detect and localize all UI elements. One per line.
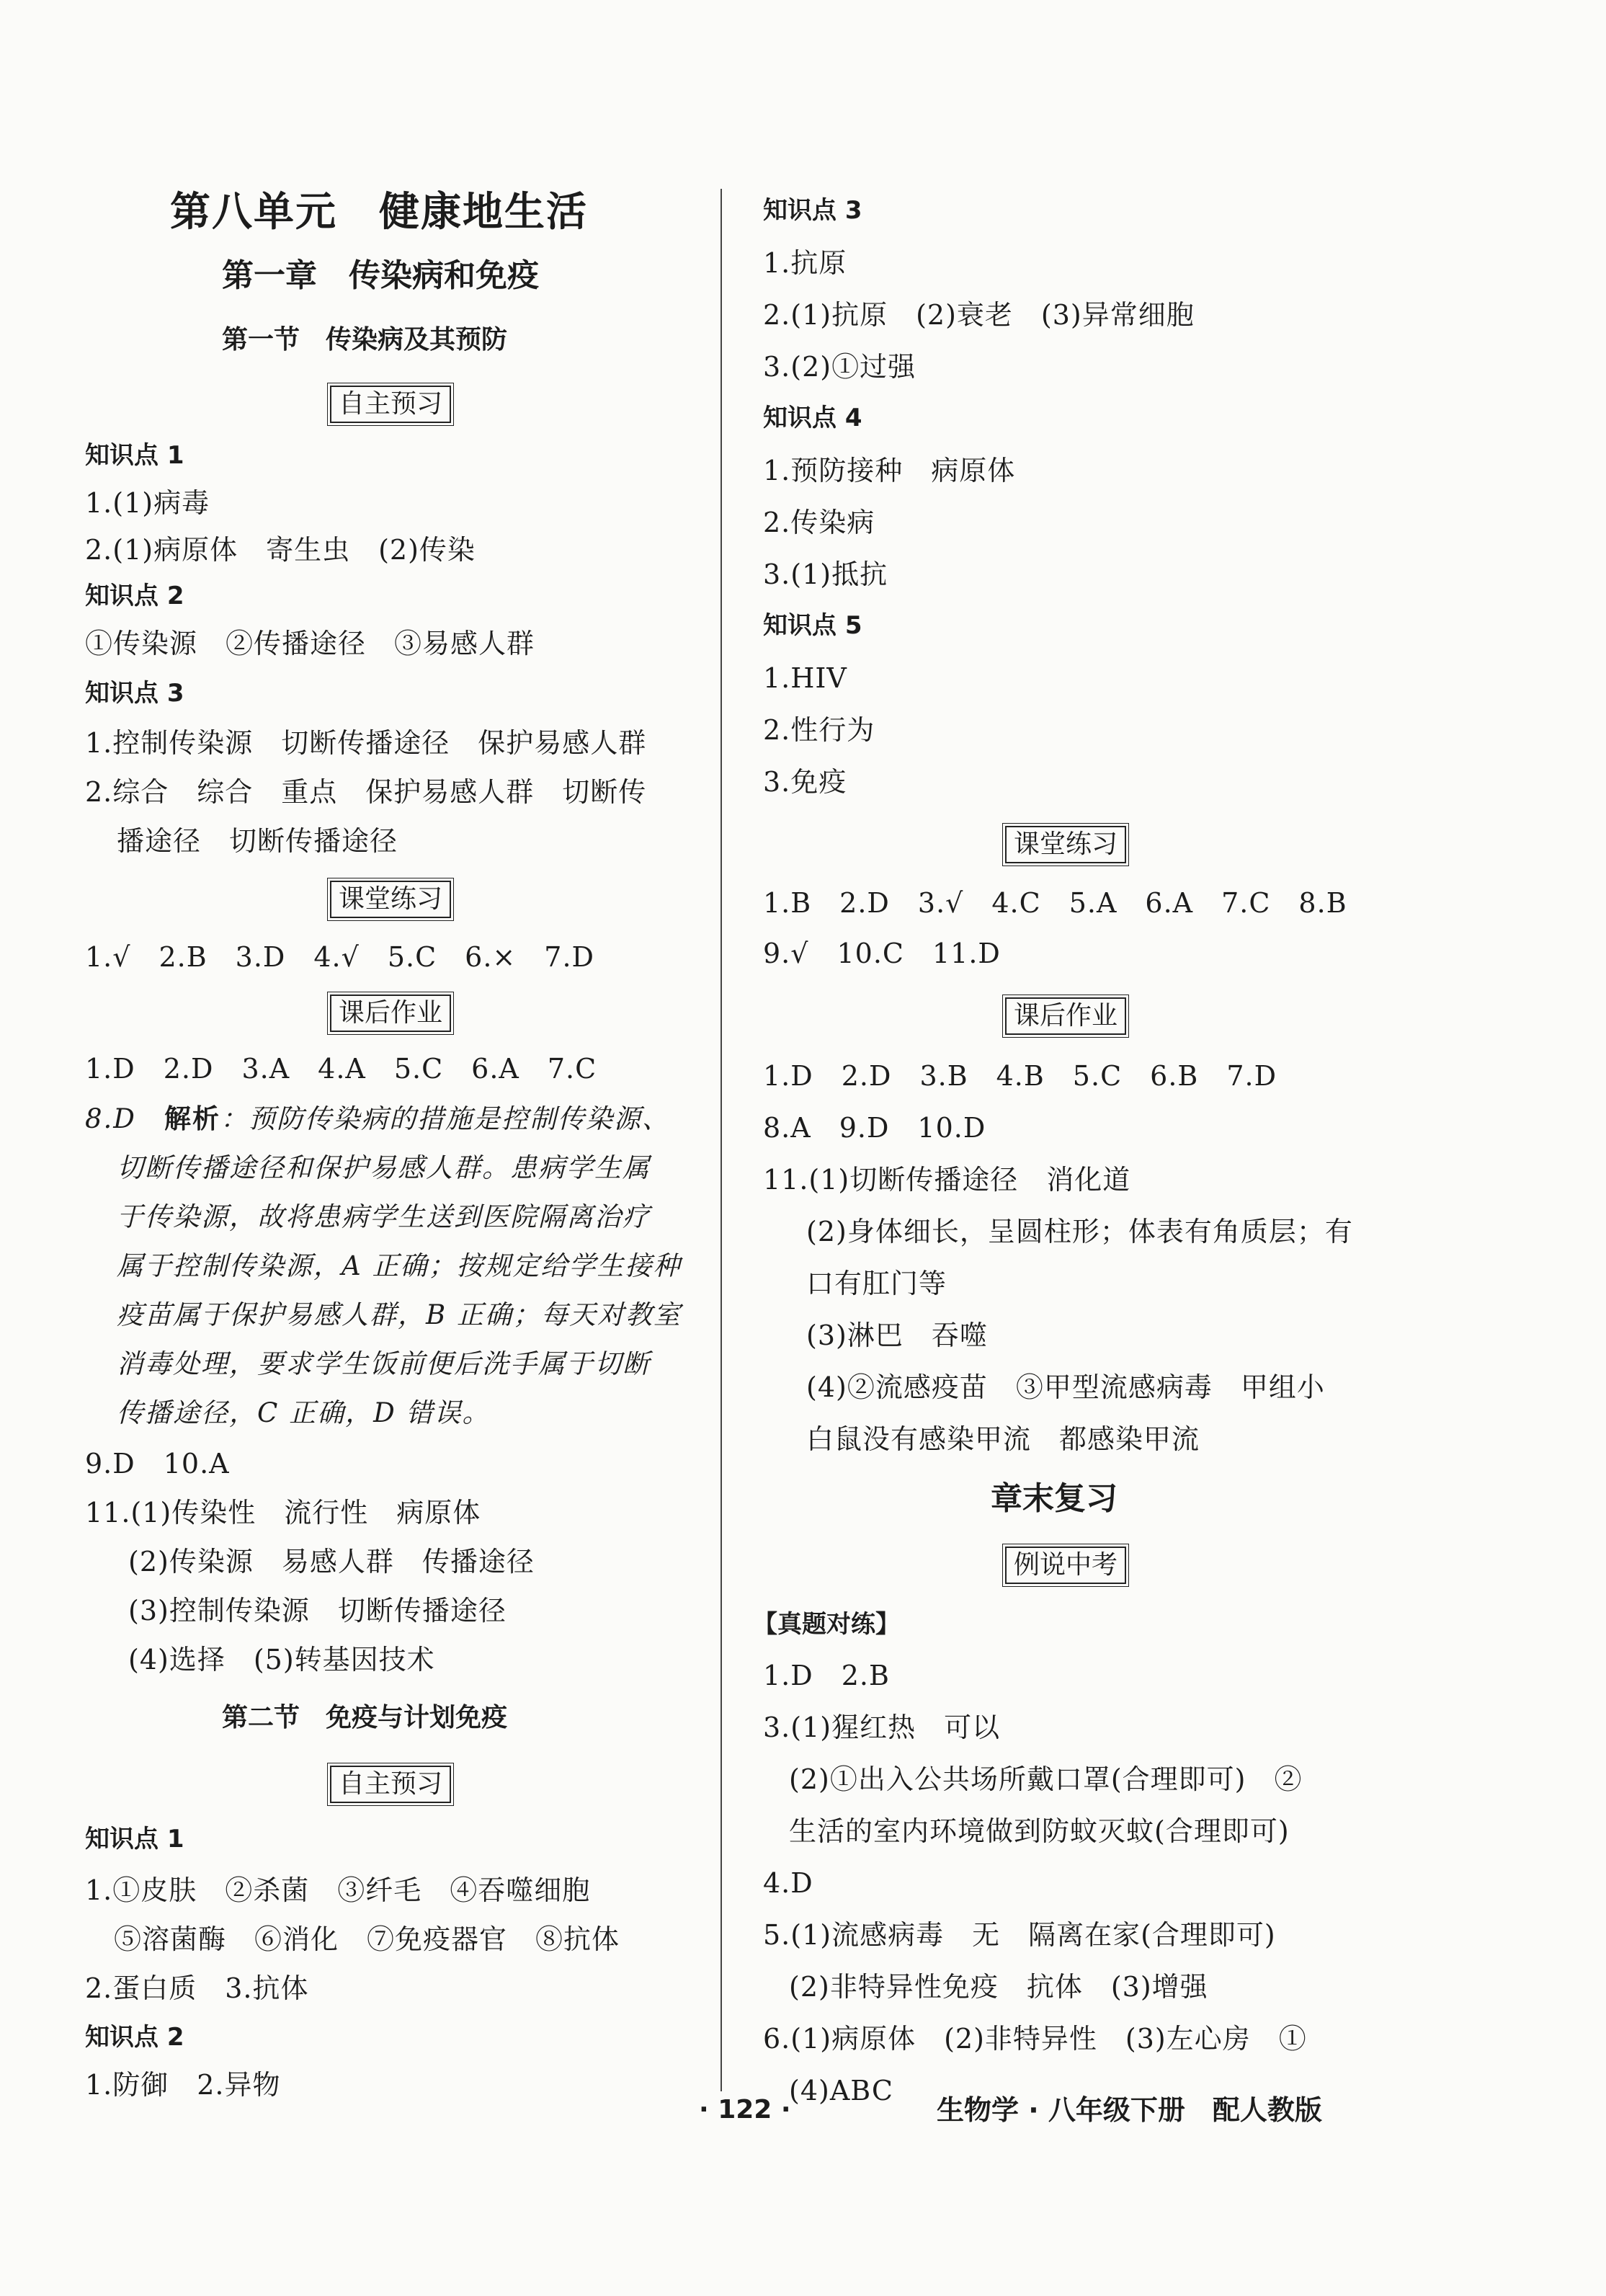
answer-line: ⑤溶菌酶 ⑥消化 ⑦免疫器官 ⑧抗体 xyxy=(114,1923,620,1955)
analysis-line: 8.D 解析：预防传染病的措施是控制传染源、 xyxy=(85,1103,670,1134)
answer-line: 白鼠没有感染甲流 都感染甲流 xyxy=(806,1423,1200,1455)
analysis-line: 疫苗属于保护易感人群，B 正确；每天对教室 xyxy=(117,1299,682,1330)
answer-line: 1.控制传染源 切断传播途径 保护易感人群 xyxy=(85,727,647,759)
answer-line: 3.(1)猩红热 可以 xyxy=(763,1712,1001,1743)
answer-line: 3.(2)①过强 xyxy=(763,351,916,383)
knowledge-point-heading: 知识点 1 xyxy=(85,1825,184,1854)
column-divider xyxy=(721,189,722,2091)
book-name: 生物学 · 八年级下册 配人教版 xyxy=(937,2094,1322,2126)
answer-line: 1.防御 2.异物 xyxy=(85,2069,281,2101)
chapter-title: 第一章 传染病和免疫 xyxy=(222,257,539,294)
knowledge-point-heading: 知识点 3 xyxy=(763,196,862,225)
answer-line: 2.综合 综合 重点 保护易感人群 切断传 xyxy=(85,776,647,808)
analysis-line: 传播途径，C 正确，D 错误。 xyxy=(117,1397,491,1428)
analysis-line: 消毒处理，要求学生饭前便后洗手属于切断 xyxy=(117,1348,651,1379)
analysis-line: 于传染源，故将患病学生送到医院隔离治疗 xyxy=(117,1201,651,1232)
answer-line: (2)①出入公共场所戴口罩(合理即可) ② xyxy=(789,1763,1303,1795)
answer-line: 1.D 2.D 3.A 4.A 5.C 6.A 7.C xyxy=(85,1053,597,1085)
knowledge-point-heading: 知识点 5 xyxy=(763,611,862,640)
answer-line: 5.(1)流感病毒 无 隔离在家(合理即可) xyxy=(763,1919,1276,1951)
boxed-heading-zizhu: 自主预习 xyxy=(330,1766,451,1803)
knowledge-point-heading: 知识点 4 xyxy=(763,404,862,432)
answer-line: 1.D 2.D 3.B 4.B 5.C 6.B 7.D xyxy=(763,1060,1277,1092)
boxed-heading-kehou: 课后作业 xyxy=(330,995,451,1032)
boxed-heading-ketang: 课堂练习 xyxy=(1005,826,1126,863)
answer-line: 2.传染病 xyxy=(763,507,875,538)
answer-line: 1.B 2.D 3.√ 4.C 5.A 6.A 7.C 8.B xyxy=(763,887,1347,919)
answer-line: ①传染源 ②传播途径 ③易感人群 xyxy=(85,628,535,659)
answer-line: 1.HIV xyxy=(763,662,847,694)
answer-line: 2.性行为 xyxy=(763,714,875,746)
answer-line: 播途径 切断传播途径 xyxy=(117,825,398,857)
section-title: 第二节 免疫与计划免疫 xyxy=(222,1703,508,1732)
answer-line: 3.免疫 xyxy=(763,766,847,798)
answer-line: (4)ABC xyxy=(789,2075,893,2106)
answer-line: (3)淋巴 吞噬 xyxy=(806,1320,988,1351)
answer-line: 1.抗原 xyxy=(763,247,847,279)
exam-practice-heading: 【真题对练】 xyxy=(753,1610,900,1639)
answer-line: 口有肛门等 xyxy=(806,1268,947,1299)
answer-line: (2)传染源 易感人群 传播途径 xyxy=(128,1546,535,1578)
boxed-heading-ketang: 课堂练习 xyxy=(330,881,451,918)
review-title: 章末复习 xyxy=(991,1480,1117,1517)
analysis-line: 切断传播途径和保护易感人群。患病学生属 xyxy=(117,1152,651,1183)
answer-line: 3.(1)抵抗 xyxy=(763,559,888,590)
answer-line: 1.(1)病毒 xyxy=(85,487,210,519)
answer-line: (2)身体细长，呈圆柱形；体表有角质层；有 xyxy=(806,1216,1353,1247)
answer-line: 9.D 10.A xyxy=(85,1448,230,1480)
answer-line: 4.D xyxy=(763,1867,813,1899)
boxed-heading-zizhu: 自主预习 xyxy=(330,386,451,423)
section-title: 第一节 传染病及其预防 xyxy=(222,325,508,355)
knowledge-point-heading: 知识点 2 xyxy=(85,2023,184,2052)
answer-line: (2)非特异性免疫 抗体 (3)增强 xyxy=(789,1971,1208,2003)
answer-line: 9.√ 10.C 11.D xyxy=(763,938,1001,969)
answer-line: (4)选择 (5)转基因技术 xyxy=(128,1644,435,1676)
answer-line: 2.蛋白质 3.抗体 xyxy=(85,1972,309,2004)
answer-line: 2.(1)病原体 寄生虫 (2)传染 xyxy=(85,534,476,566)
knowledge-point-heading: 知识点 3 xyxy=(85,679,184,708)
answer-line: 1.D 2.B xyxy=(763,1660,890,1691)
answer-line: (3)控制传染源 切断传播途径 xyxy=(128,1595,507,1627)
knowledge-point-heading: 知识点 2 xyxy=(85,582,184,610)
answer-line: 1.①皮肤 ②杀菌 ③纤毛 ④吞噬细胞 xyxy=(85,1874,591,1906)
page-number: · 122 · xyxy=(699,2095,791,2124)
unit-title: 第八单元 健康地生活 xyxy=(170,189,588,236)
boxed-heading-lishuo: 例说中考 xyxy=(1005,1547,1126,1584)
boxed-heading-kehou: 课后作业 xyxy=(1005,997,1126,1035)
answer-line: (4)②流感疫苗 ③甲型流感病毒 甲组小 xyxy=(806,1371,1325,1403)
analysis-line: 属于控制传染源，A 正确；按规定给学生接种 xyxy=(117,1250,682,1281)
answer-line: 8.A 9.D 10.D xyxy=(763,1112,986,1144)
answer-line: 2.(1)抗原 (2)衰老 (3)异常细胞 xyxy=(763,299,1195,331)
answer-line: 6.(1)病原体 (2)非特异性 (3)左心房 ① xyxy=(763,2023,1307,2055)
answer-line: 1.预防接种 病原体 xyxy=(763,455,1016,486)
answer-line: 11.(1)切断传播途径 消化道 xyxy=(763,1164,1131,1196)
knowledge-point-heading: 知识点 1 xyxy=(85,441,184,470)
answer-line: 1.√ 2.B 3.D 4.√ 5.C 6.× 7.D xyxy=(85,941,594,973)
answer-line: 11.(1)传染性 流行性 病原体 xyxy=(85,1497,481,1529)
answer-line: 生活的室内环境做到防蚊灭蚊(合理即可) xyxy=(789,1815,1290,1847)
